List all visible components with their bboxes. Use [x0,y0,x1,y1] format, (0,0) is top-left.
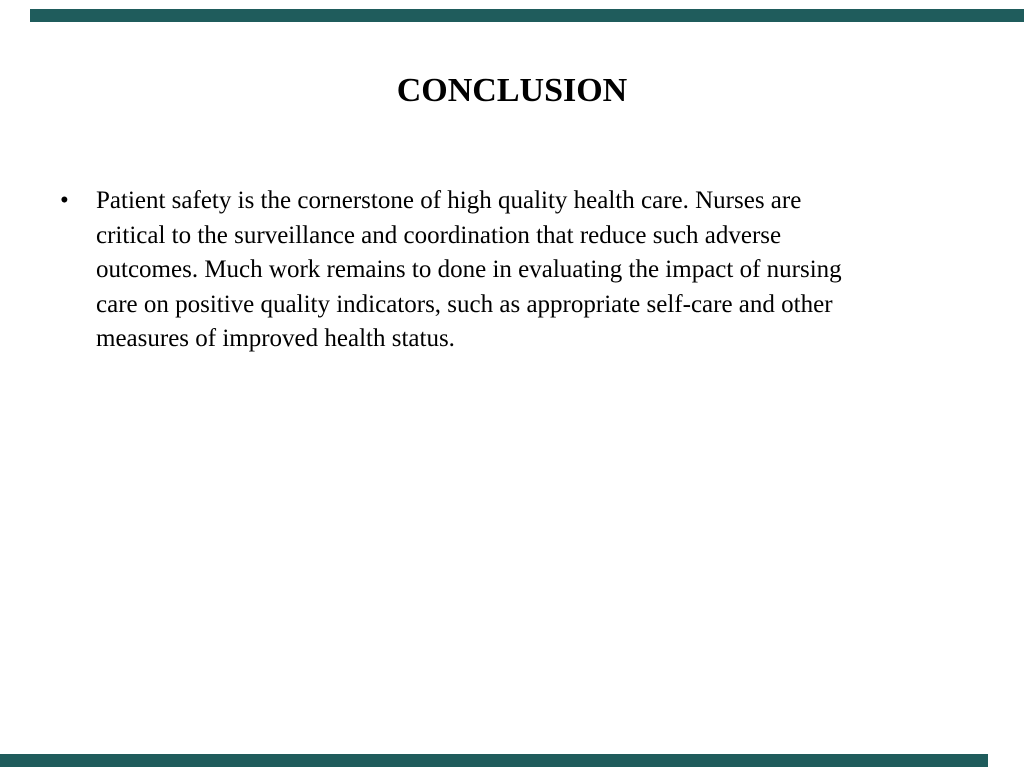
bullet-text-line: outcomes. Much work remains to done in evaluating the impact of nursing [96,256,842,284]
bullet-text-line: Patient safety is the cornerstone of high quality health care. Nurses are [96,187,802,214]
bottom-accent-bar [0,754,988,767]
bullet-text [96,184,970,357]
slide-title: CONCLUSION [396,72,628,109]
bullet-marker: • [60,187,69,214]
bullet-item [60,184,970,357]
bullet-text-line: critical to the surveillance and coordination that reduce such adverse [96,221,782,249]
top-accent-bar [30,9,1024,22]
bullet-text-line: care on positive quality indicators, such as appropriate self-care and other [96,290,833,318]
bullet-text-line: measures of improved health status. [96,325,455,353]
